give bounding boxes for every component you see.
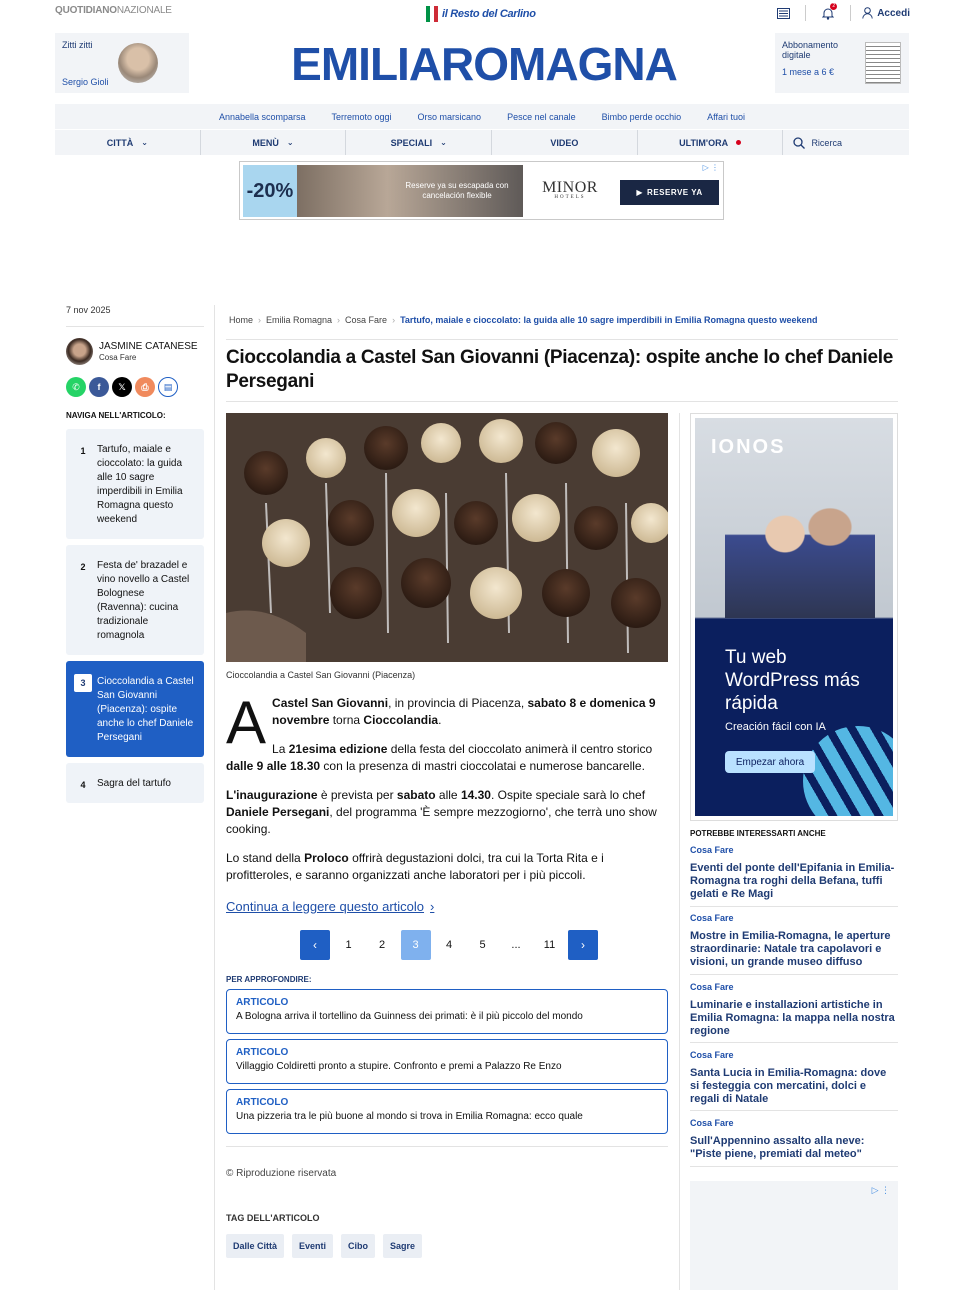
related-item[interactable]: Cosa Fare Eventi del ponte dell'Epifania in Emilia-Romagna tra roghi della Befana, tuffi gelati e Re Magi xyxy=(690,845,898,907)
publish-date: 7 nov 2025 xyxy=(66,305,111,315)
related-title: PER APPROFONDIRE: xyxy=(226,975,312,984)
related-item[interactable]: Cosa Fare Sull'Appennino assalto alla neve: "Piste piene, premiati dal meteo" xyxy=(690,1118,898,1167)
image-caption: Cioccolandia a Castel San Giovanni (Piacenza) xyxy=(226,670,416,680)
ad-cta-button[interactable]: ▶ RESERVE YA xyxy=(620,180,719,205)
page-2[interactable]: 2 xyxy=(378,939,386,951)
ad-photo: Reserve ya su escapada con cancelación flexible xyxy=(297,165,523,217)
notification-badge: 2 xyxy=(830,3,837,10)
paragraph: Castel San Giovanni, in provincia di Piacenza, sabato 8 e domenica 9 novembre torna Cioccolandia. xyxy=(272,696,656,727)
print-icon[interactable]: ⎙ xyxy=(135,377,155,397)
trending-link[interactable]: Affari tuoi xyxy=(707,111,746,122)
trending-link[interactable]: Terremoto oggi xyxy=(331,111,392,122)
trending-link[interactable]: Orso marsicano xyxy=(417,111,482,122)
toc-item-active[interactable]: 3 Cioccolandia a Castel San Giovanni (Piacenza): ospite anche lo chef Daniele Persegani xyxy=(66,661,204,757)
article-sidebar: 7 nov 2025 JASMINE CATANESE Cosa Fare ✆ f 𝕏 ⎙ ▤ NAVIGA NELL'ARTICOLO: 1 Tartufo, maiale e cioccolato: la guida alle 10 sagre imperdibili in Emilia Romagna questo weekend 2 Festa de' brazadel e vino novello a Castel Bolognese (Ravenna): cucina tradizionale romagnola 3 Cioccolandia a Castel San Giovanni (Piacenza): ospite anche lo chef Daniele Persegani 4 Sagra del tartufo xyxy=(66,305,204,804)
qn-logo[interactable]: QUOTIDIANONAZIONALE xyxy=(55,5,172,16)
adchoices-icon[interactable]: ▷ ⋮ xyxy=(871,1185,890,1195)
page-1[interactable]: 1 xyxy=(345,939,352,951)
tag[interactable]: Eventi xyxy=(292,1234,333,1258)
article-body xyxy=(226,689,668,896)
top-bar xyxy=(0,0,968,28)
chevron-down-icon: ⌄ xyxy=(286,138,294,147)
page-ellipsis: ... xyxy=(511,939,521,951)
page-11[interactable]: 11 xyxy=(543,939,556,951)
article-headline: Cioccolandia a Castel San Giovanni (Piacenza): ospite anche lo chef Daniele Persegani xyxy=(226,347,893,392)
tag[interactable]: Dalle Città xyxy=(226,1234,284,1258)
trending-link[interactable]: Pesce nel canale xyxy=(507,111,576,122)
breadcrumb-home[interactable]: Home xyxy=(229,315,254,325)
related-item[interactable]: Cosa Fare Mostre in Emilia-Romagna, le aperture straordinarie: Natale tra capolavori e visioni, un grande museo diffuso xyxy=(690,913,898,975)
live-dot-icon xyxy=(736,140,741,145)
x-icon[interactable]: 𝕏 xyxy=(112,377,132,397)
related-article-card[interactable]: ARTICOLO Villaggio Coldiretti pronto a stupire. Confronto e premi a Palazzo Re Enzo xyxy=(226,1039,668,1084)
tag[interactable]: Sagre xyxy=(383,1234,422,1258)
paragraph: Lo stand della Proloco offrirà degustazioni dolci, tra cui la Torta Rita e i profitteroles, e saranno organizzati anche laboratori per i più piccoli. xyxy=(226,851,604,882)
trending-link[interactable]: Bimbo perde occhio xyxy=(601,111,682,122)
tag[interactable]: Cibo xyxy=(341,1234,375,1258)
avatar xyxy=(66,338,93,365)
tags-title: TAG DELL'ARTICOLO xyxy=(226,1213,320,1223)
columnist-box[interactable]: Zitti zitti Sergio Gioli xyxy=(55,33,189,93)
site-title[interactable]: EMILIAROMAGNA xyxy=(291,38,677,90)
toc-item[interactable]: 2 Festa de' brazadel e vino novello a Castel Bolognese (Ravenna): cucina tradizionale romagnola xyxy=(66,545,204,655)
nav-ultimora[interactable]: ULTIM'ORA xyxy=(638,130,784,155)
related-item[interactable]: Cosa Fare Santa Lucia in Emilia-Romagna: dove si festeggia con mercatini, dolci e regali di Natale xyxy=(690,1050,898,1111)
italian-flag-icon xyxy=(426,6,438,22)
nav-citta[interactable]: CITTÀ ⌄ xyxy=(55,130,201,155)
page-3-current[interactable]: 3 xyxy=(401,930,431,960)
facebook-icon[interactable]: f xyxy=(89,377,109,397)
continue-reading-link[interactable]: Continua a leggere questo articolo › xyxy=(226,899,435,914)
nav-video[interactable]: VIDEO xyxy=(492,130,638,155)
hero-image xyxy=(226,413,668,662)
login-button[interactable]: Accedi xyxy=(862,7,910,19)
chevron-down-icon: ⌄ xyxy=(440,138,447,147)
chevron-right-icon: › xyxy=(430,899,435,914)
related-item[interactable]: Cosa Fare Luminarie e installazioni artistiche in Emilia Romagna: la mappa nella nostra regione xyxy=(690,982,898,1043)
tag-list xyxy=(226,1234,422,1258)
ionos-cta-button[interactable]: Empezar ahora xyxy=(725,751,815,773)
ad-banner[interactable]: -20% Reserve ya su escapada con cancelación flexible MINOR HOTELS ▶ RESERVE YA ▷ ⋮ xyxy=(239,161,724,220)
nav-menu[interactable]: MENÙ ⌄ xyxy=(201,130,347,155)
breadcrumb-cosa-fare[interactable]: Cosa Fare xyxy=(345,315,388,325)
breadcrumb-emilia-romagna[interactable]: Emilia Romagna xyxy=(266,315,333,325)
related-article-card[interactable]: ARTICOLO A Bologna arriva il tortellino da Guinness dei primati: è il più piccolo del mondo xyxy=(226,989,668,1034)
copyright-note: © Riproduzione riservata xyxy=(226,1168,337,1179)
comment-icon[interactable]: ▤ xyxy=(158,377,178,397)
article-navigation xyxy=(66,429,204,804)
toc-item[interactable]: 1 Tartufo, maiale e cioccolato: la guida alle 10 sagre imperdibili in Emilia Romagna questo weekend xyxy=(66,429,204,539)
share-buttons xyxy=(66,377,204,397)
related-article-card[interactable]: ARTICOLO Una pizzeria tra le più buone al mondo si trova in Emilia Romagna: ecco quale xyxy=(226,1089,668,1134)
next-page-button[interactable]: › xyxy=(568,930,598,960)
user-icon xyxy=(862,7,873,19)
ad-brand-logo: MINOR HOTELS xyxy=(542,179,598,200)
dropcap: A xyxy=(226,689,267,756)
main-nav xyxy=(55,130,909,155)
chevron-down-icon: ⌄ xyxy=(141,138,148,147)
adchoices-icon[interactable]: ▷ ⋮ xyxy=(702,163,719,172)
paragraph: L'inaugurazione è prevista per sabato alle 14.30. Ospite speciale sarà lo chef Daniele Persegani, del programma 'È sempre mezzogiorno', che terrà uno show cooking. xyxy=(226,788,657,836)
ad-placeholder[interactable] xyxy=(690,1181,898,1290)
author-info[interactable]: JASMINE CATANESE Cosa Fare xyxy=(66,338,204,365)
nav-speciali[interactable]: SPECIALI ⌄ xyxy=(346,130,492,155)
prev-page-button[interactable]: ‹ xyxy=(300,930,330,960)
newspaper-thumbnail xyxy=(865,42,901,84)
you-may-like-title: POTREBBE INTERESSARTI ANCHE xyxy=(690,829,826,838)
trending-link[interactable]: Annabella scomparsa xyxy=(218,111,306,122)
search-icon xyxy=(793,137,805,149)
toc-item[interactable]: 4 Sagra del tartufo xyxy=(66,763,204,803)
ionos-ad[interactable]: IONOS Tu web WordPress más rápida Creación fácil con IA Empezar ahora xyxy=(690,413,898,821)
subscription-box[interactable]: Abbonamento digitale 1 mese a 6 € xyxy=(775,33,909,93)
search-button[interactable]: Ricerca xyxy=(783,130,909,155)
pagination xyxy=(300,930,602,960)
breadcrumb-current[interactable]: Tartufo, maiale e cioccolato: la guida alle 10 sagre imperdibili in Emilia Romagna questo weekend xyxy=(400,315,818,325)
resto-del-carlino-logo[interactable]: il Resto del Carlino xyxy=(426,6,536,22)
bell-icon[interactable] xyxy=(817,5,839,21)
trending-bar xyxy=(55,104,909,129)
paragraph: La 21esima edizione della festa del cioccolato animerà il centro storico dalle 9 alle 18.30 con la presenza di mastri cioccolatai e numerose bancarelle. xyxy=(226,742,653,773)
ad-people-image xyxy=(725,478,875,618)
breadcrumb: Home › Emilia Romagna › Cosa Fare › Tartufo, maiale e cioccolato: la guida alle 10 sagre imperdibili in Emilia Romagna questo weekend xyxy=(229,315,818,325)
page-5[interactable]: 5 xyxy=(479,939,486,951)
whatsapp-icon[interactable]: ✆ xyxy=(66,377,86,397)
newspaper-icon[interactable] xyxy=(772,5,794,21)
page-4[interactable]: 4 xyxy=(445,939,453,951)
